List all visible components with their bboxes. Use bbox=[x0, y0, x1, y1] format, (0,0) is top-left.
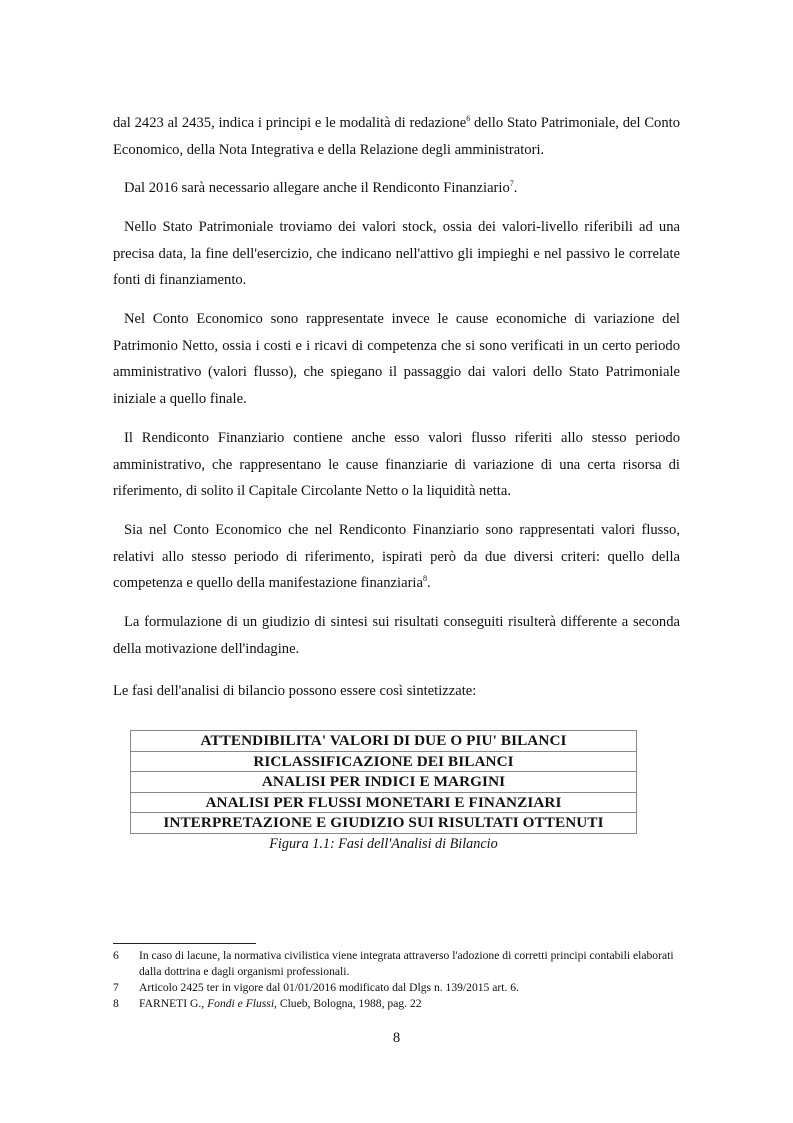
paragraph-8: Le fasi dell'analisi di bilancio possono essere così sintetizzate: bbox=[113, 683, 477, 699]
figure-caption: Figura 1.1: Fasi dell'Analisi di Bilancio bbox=[269, 836, 498, 852]
footnote-ref-7[interactable]: 7 bbox=[509, 179, 514, 189]
footnote-number: 6 bbox=[113, 949, 119, 962]
paragraph-1: dal 2423 al 2435, indica i principi e le modalità di redazione$^6$ dello Stato Patrimoniale, del Conto Economico, della Nota Integrativa e della Relazione degli amministratori. bbox=[113, 114, 681, 158]
footnote-ref-6[interactable]: 6 bbox=[466, 114, 471, 124]
footnote-6 bbox=[113, 948, 683, 979]
phase-cell: ATTENDIBILITA' VALORI DI DUE O PIU' BILANCI bbox=[131, 731, 637, 752]
paragraph-7: La formulazione di un giudizio di sintesi sui risultati conseguiti risulterà differente a seconda della motivazione dell'indagine. bbox=[113, 614, 680, 657]
table-row bbox=[131, 751, 637, 772]
footnote-separator bbox=[113, 943, 256, 944]
paragraph-6: Sia nel Conto Economico che nel Rendiconto Finanziario sono rappresentati valori flusso, relativi allo stesso periodo di riferimento, ispirati però da due diversi criteri: quello della competenza e quello della manifestazione finanziaria$^8$. bbox=[113, 522, 680, 591]
table-row bbox=[131, 731, 637, 752]
paragraph-4: Nel Conto Economico sono rappresentate invece le cause economiche di variazione del Patrimonio Netto, ossia i costi e i ricavi di competenza che si sono verificati in un certo periodo amministrativo (valori flusso), che spiegano il passaggio dai valori dello Stato Patrimoniale iniziale a quello finale. bbox=[113, 311, 680, 407]
phase-cell: ANALISI PER FLUSSI MONETARI E FINANZIARI bbox=[131, 792, 637, 813]
phases-table bbox=[130, 730, 637, 834]
footnote-7 bbox=[113, 980, 683, 996]
paragraph-3: Nello Stato Patrimoniale troviamo dei valori stock, ossia dei valori-livello riferibili ad una precisa data, la fine dell'esercizio, che indicano nell'attivo gli impieghi e nel passivo le correlate fonti di finanziamento. bbox=[113, 219, 680, 288]
table-row bbox=[131, 792, 637, 813]
footnote-text: In caso di lacune, la normativa civilistica viene integrata attraverso l'adozione di corretti principi contabili elaborati dalla dottrina e dagli organismi professionali. bbox=[139, 949, 674, 978]
table-row bbox=[131, 772, 637, 793]
paragraph-2: Dal 2016 sarà necessario allegare anche il Rendiconto Finanziario$^7$. bbox=[124, 179, 518, 196]
phase-cell: ANALISI PER INDICI E MARGINI bbox=[131, 772, 637, 793]
table-row bbox=[131, 813, 637, 834]
phase-cell: INTERPRETAZIONE E GIUDIZIO SUI RISULTATI OTTENUTI bbox=[131, 813, 637, 834]
footnote-8 bbox=[113, 996, 683, 1012]
footnote-text: Articolo 2425 ter in vigore dal 01/01/2016 modificato dal Dlgs n. 139/2015 art. 6. bbox=[139, 981, 519, 994]
footnote-number: 8 bbox=[113, 997, 119, 1010]
phase-cell: RICLASSIFICAZIONE DEI BILANCI bbox=[131, 751, 637, 772]
page-number: 8 bbox=[392, 1030, 401, 1046]
book-title: Fondi e Flussi bbox=[207, 997, 275, 1010]
footnote-ref-8[interactable]: 8 bbox=[422, 574, 427, 584]
footnote-text: FARNETI G., Fondi e Flussi, Clueb, Bologna, 1988, pag. 22 bbox=[139, 997, 422, 1010]
footnote-number: 7 bbox=[113, 981, 119, 994]
paragraph-5: Il Rendiconto Finanziario contiene anche esso valori flusso riferiti allo stesso periodo amministrativo, che rappresentano le cause finanziarie di variazione di una certa risorsa di riferimento, di solito il Capitale Circolante Netto o la liquidità netta. bbox=[113, 430, 680, 499]
